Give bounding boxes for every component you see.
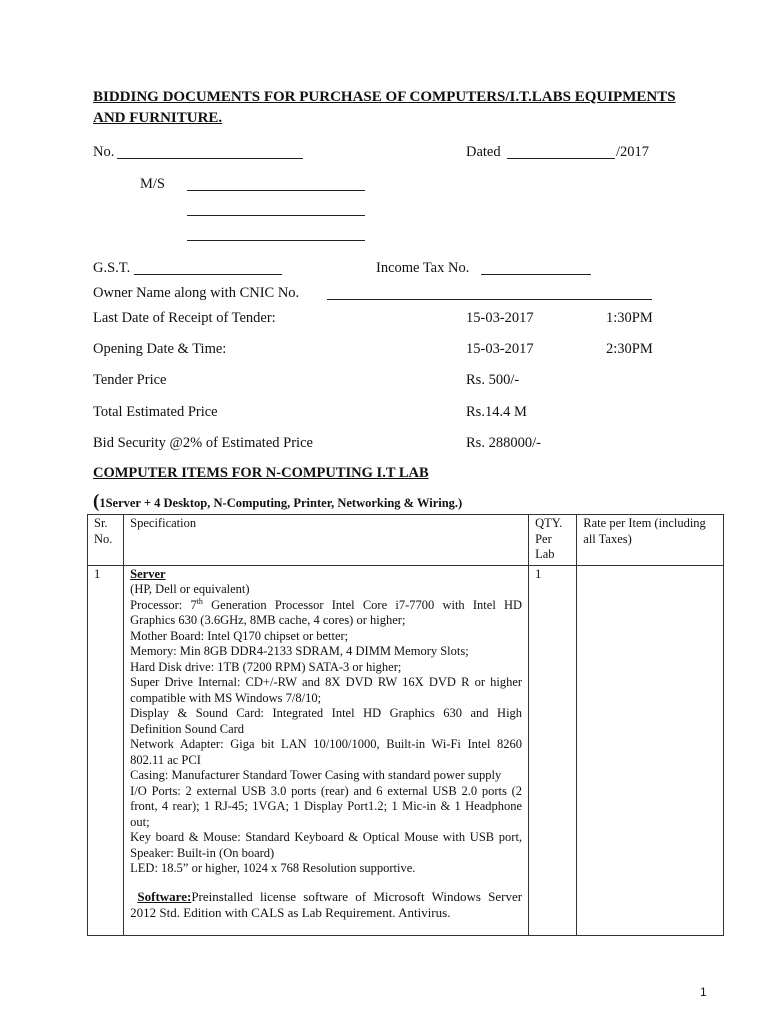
detail-label: Tender Price (93, 372, 167, 388)
table-row (88, 565, 724, 935)
header-specification: Specification (124, 515, 529, 566)
detail-value: Rs.14.4 M (466, 404, 527, 420)
table-header-row (88, 515, 724, 566)
spec-line: LED: 18.5” or higher, 1024 x 768 Resolution supportive. (130, 861, 416, 875)
income-tax-blank-line (481, 274, 591, 275)
spec-heading: Server (130, 566, 166, 581)
software-paragraph (130, 889, 522, 921)
header-rate: Rate per Item (including all Taxes) (577, 515, 724, 566)
page-number: 1 (700, 985, 707, 999)
document-title: BIDDING DOCUMENTS FOR PURCHASE OF COMPUTERS/I.T.LABS EQUIPMENTS AND FURNITURE. (93, 89, 676, 126)
detail-time: 1:30PM (606, 310, 653, 326)
owner-label: Owner Name along with CNIC No. (93, 285, 300, 301)
spec-line: Casing: Manufacturer Standard Tower Casing with standard power supply (130, 768, 502, 782)
items-table (87, 514, 724, 936)
dated-blank-line (507, 158, 615, 159)
detail-label: Total Estimated Price (93, 404, 218, 420)
detail-time: 2:30PM (606, 341, 653, 357)
income-tax-label: Income Tax No. (376, 260, 470, 276)
spec-line: I/O Ports: 2 external USB 3.0 ports (rear) and 6 external USB 2.0 ports (2 front, 4 rear); 1 RJ-45; 1VGA; 1 Display Port1.2; 1 Mic-in & 1 Headphone out; (130, 783, 523, 829)
spec-text: Processor: 7 (130, 597, 197, 612)
no-label: No. (93, 144, 115, 160)
detail-label: Bid Security @2% of Estimated Price (93, 435, 313, 451)
spec-line: (HP, Dell or equivalent) (130, 582, 250, 596)
spec-line: Memory: Min 8GB DDR4-2133 SDRAM, 4 DIMM Memory Slots; (130, 644, 469, 658)
spec-line: Display & Sound Card: Integrated Intel HD Graphics 630 and High Definition Sound Card (130, 706, 523, 736)
header-qty: QTY. Per Lab (529, 515, 577, 566)
row-sr-no: 1 (88, 565, 124, 935)
gst-label: G.S.T. (93, 260, 131, 276)
row-qty: 1 (529, 565, 577, 935)
ms-blank-line-2 (187, 215, 365, 216)
ms-blank-line-1 (187, 190, 365, 191)
row-rate (577, 565, 724, 935)
spec-line: Mother Board: Intel Q170 chipset or better; (130, 628, 349, 643)
detail-value: 15-03-2017 (466, 341, 534, 357)
spec-line: Key board & Mouse: Standard Keyboard & Optical Mouse with USB port, Speaker: Built-in (On board) (130, 830, 523, 860)
detail-label: Last Date of Receipt of Tender: (93, 310, 276, 326)
dated-year: /2017 (616, 144, 650, 160)
software-text: Preinstalled license software of Microsoft Windows Server 2012 Std. Edition with CALS as Lab Requirement. Antivirus. (130, 888, 523, 920)
spec-line-processor (130, 598, 522, 629)
section-title: COMPUTER ITEMS FOR N-COMPUTING I.T LAB (93, 465, 429, 481)
row-specification (124, 565, 529, 935)
software-label: Software: (137, 888, 192, 904)
detail-value: Rs. 288000/- (466, 435, 541, 451)
dated-label: Dated (466, 144, 501, 160)
spec-line: Super Drive Internal: CD+/-RW and 8X DVD RW 16X DVD R or higher compatible with MS Windows 7/8/10; (130, 675, 523, 705)
spec-line: Hard Disk drive: 1TB (7200 RPM) SATA-3 or higher; (130, 659, 402, 674)
spec-superscript: th (196, 596, 203, 606)
spec-line: Network Adapter: Giga bit LAN 10/100/1000, Built-in Wi-Fi Intel 8260 802.11 ac PCI (130, 737, 523, 767)
detail-value: Rs. 500/- (466, 372, 520, 388)
gst-blank-line (134, 274, 282, 275)
subtitle-text: 1Server + 4 Desktop, N-Computing, Printer, Networking & Wiring.) (99, 496, 463, 510)
section-subtitle (93, 493, 462, 512)
detail-value: 15-03-2017 (466, 310, 534, 326)
subtitle-paren: ( (93, 491, 100, 512)
ms-label: M/S (140, 176, 165, 192)
owner-blank-line (327, 299, 652, 300)
ms-blank-line-3 (187, 240, 365, 241)
header-sr-no: Sr. No. (88, 515, 124, 566)
spec-text: Generation Processor Intel Core i7-7700 with Intel HD Graphics 630 (3.6GHz, 8MB cache, 4 cores) or higher; (130, 597, 523, 627)
no-blank-line (117, 158, 303, 159)
detail-label: Opening Date & Time: (93, 341, 227, 357)
